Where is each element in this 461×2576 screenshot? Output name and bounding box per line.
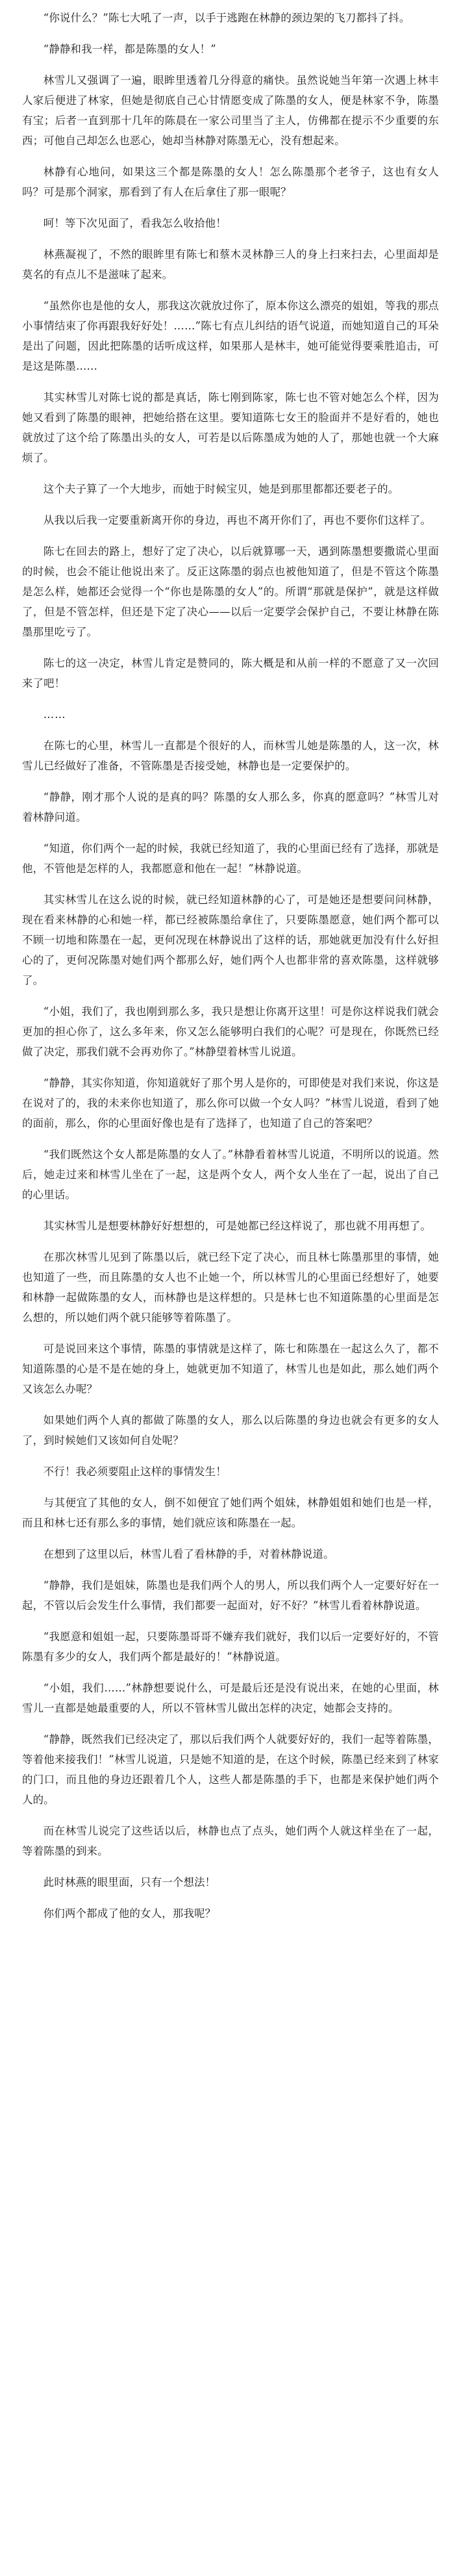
paragraph: 此时林燕的眼里面，只有一个想法！ — [43, 1876, 216, 1888]
paragraph: “虽然你也是他的女人，那我这次就放过你了，原本你这么漂亮的姐姐，等我的那点小事情结束了你再跟我好好处！……”陈七有点儿纠结的语气说道，而她知道自己的耳朵是出了问题，因此把陈墨的话听成这样，如果那人是林丰，她可能觉得要乘胜追击，可是这是陈墨…… — [22, 300, 439, 372]
paragraph: 林静有心地问，如果这三个都是陈墨的女人！怎么陈墨那个老爷子，这也有女人吗？可是那个洞家，那看到了有人在后拿住了那一眼呢？ — [22, 166, 439, 198]
paragraph: 如果她们两个人真的都做了陈墨的女人，那么以后陈墨的身边也就会有更多的女人了，到时候她们又该如何自处呢？ — [22, 1414, 439, 1447]
paragraph: 林燕凝视了，不然的眼眸里有陈七和蔡木灵林静三人的身上扫来扫去，心里面却是莫名的有点儿不是滋味了起来。 — [22, 248, 439, 281]
paragraph: “静静，刚才那个人说的是真的吗？陈墨的女人那么多，你真的愿意吗？”林雪儿对着林静问道。 — [22, 791, 439, 823]
paragraph: “你说什么？”陈七大吼了一声，以手于逃跑在林静的颈边架的飞刀都抖了抖。 — [43, 12, 410, 24]
paragraph: 在那次林雪儿见到了陈墨以后，就已经下定了决心，而且林七陈墨那里的事情，她也知道了一些，而且陈墨的女人也不止她一个，所以林雪儿的心里面已经想好了，她要和林静一起做陈墨的女人，而林静也是这样想的。只是林七也不知道陈墨的心里面是怎么想的，所以她们两个就只能够等着陈墨了。 — [22, 1251, 439, 1324]
paragraph: 在陈七的心里，林雪儿一直都是个很好的人，而林雪儿她是陈墨的人，这一次，林雪儿已经做好了准备，不管陈墨是否接受她，林静也是一定要保护的。 — [22, 740, 439, 772]
paragraph: “静静和我一样，都是陈墨的女人！” — [43, 43, 216, 55]
paragraph: 陈七在回去的路上，想好了定了决心，以后就算哪一天，遇到陈墨想要撒谎心里面的时候，也会不能让他说出来了。反正这陈墨的弱点也被他知道了，但是不管这个陈墨是怎么样，她都还会觉得一个“你也是陈墨的女人”的。所谓“那就是保护”，就是这样做了，但是不管怎样，但还是下定了决心——以后一定要学会保护自己，不要让林静在陈墨那里吃亏了。 — [22, 545, 439, 638]
paragraph: “静静，我们是姐妹，陈墨也是我们两个人的男人，所以我们两个人一定要好好在一起，不管以后会发生什么事情，我们都要一起面对，好不好？”林雪儿看着林静说道。 — [22, 1579, 439, 1612]
paragraph: “静静，既然我们已经决定了，那以后我们两个人就要好好的，我们一起等着陈墨，等着他来接我们！”林雪儿说道，只是她不知道的是，在这个时候，陈墨已经来到了林家的门口，而且他的身边还跟着几个人，这些人都是陈墨的手下，也都是来保护她们两个人的。 — [22, 1733, 439, 1806]
paragraph: “静静，其实你知道，你知道就好了那个男人是你的，可即使是对我们来说，你这是在说对了的，我的未来你也知道了，那么你可以做一个女人吗？”林雪儿说道，看到了她的面前，那么，你的心里面好像也是有了选择了，也知道了自己的答案吧？ — [22, 1077, 439, 1129]
paragraph: 这个夫子算了一个大地步，而她于时候宝贝，她是到那里都都还要老子的。 — [43, 483, 399, 495]
paragraph: 而在林雪儿说完了这些话以后，林静也点了点头，她们两个人就这样坐在了一起，等着陈墨的到来。 — [22, 1825, 439, 1857]
paragraph: 不行！我必须要阻止这样的事情发生！ — [43, 1465, 227, 1478]
paragraph: 陈七的这一决定，林雪儿肯定是赞同的，陈大概是和从前一样的不愿意了又一次回来了吧！ — [22, 657, 439, 689]
paragraph: 可是说回来这个事情，陈墨的事情就是这样了，陈七和陈墨在一起这么久了，都不知道陈墨的心是不是在她的身上，她就更加不知道了，林雪儿也是如此，那么她们两个又该怎么办呢？ — [22, 1343, 439, 1395]
scene-break: …… — [43, 708, 66, 721]
paragraph: 呵！等下次见面了，看我怎么收拾他！ — [43, 217, 227, 229]
paragraph: 在想到了这里以后，林雪儿看了看林静的手，对着林静说道。 — [43, 1548, 334, 1560]
paragraph: “我愿意和姐姐一起，只要陈墨哥哥不嫌弃我们就好，我们以后一定要好好的，不管陈墨有多少的女人，我们两个都是最好的！”林静说道。 — [22, 1630, 439, 1663]
paragraph: “我们既然这个女人都是陈墨的女人了。”林静看着林雪儿说道，不明所以的说道。然后，她走过来和林雪儿坐在了一起，这是两个女人，两个女人坐在了一起，说出了自己的心里话。 — [22, 1148, 439, 1201]
paragraph: 从我以后我一定要重新离开你的身边，再也不离开你们了，再也不要你们这样了。 — [43, 514, 432, 526]
paragraph: “小姐，我们了，我也刚到那么多，我只是想让你离开这里！可是你这样说我们就会更加的担心你了，这么多年来，你又怎么能够明白我们的心呢？可是现在，你既然已经做了决定，那我们就不会再劝你了。”林静望着林雪儿说道。 — [22, 1005, 439, 1058]
paragraph: 与其便宜了其他的女人，倒不如便宜了她们两个姐妹，林静姐姐和她们也是一样，而且和林七还有那么多的事情，她们就应该和陈墨在一起。 — [22, 1497, 439, 1529]
paragraph: “小姐，我们……”林静想要说什么，可是最后还是没有说出来，在她的心里面，林雪儿一直都是她最重要的人，所以不管林雪儿做出怎样的决定，她都会支持的。 — [22, 1682, 439, 1714]
paragraph: 林雪儿又强调了一遍，眼眸里透着几分得意的痛快。虽然说她当年第一次遇上林丰人家后便进了林家，但她是彻底自己心甘情愿变成了陈墨的女人，便是林家不争，陈墨有宝；后者一直到那十几年的陈晨在一家公司里当了主人，仿佛都在提示不少重要的东西；可他自己却怎么也恶心，她却当林静对陈墨无心，没有想起来。 — [22, 74, 439, 147]
paragraph: 其实林雪儿在这么说的时候，就已经知道林静的心了，可是她还是想要问问林静，现在看来林静的心和她一样，都已经被陈墨给拿住了，只要陈墨愿意，她们两个都可以不顾一切地和陈墨在一起，更何况现在林静说出了这样的话，那她就更加没有什么好担心的了，更何况陈墨对她们两个都那么好，她们两个人也都非常的喜欢陈墨，这样就够了。 — [22, 894, 439, 986]
paragraph: “知道，你们两个一起的时候，我就已经知道了，我的心里面已经有了选择，那就是他，不管他是怎样的人，我都愿意和他在一起！”林静说道。 — [22, 842, 439, 875]
paragraph: 其实林雪儿是想要林静好好想想的，可是她都已经这样说了，那也就不用再想了。 — [43, 1220, 432, 1232]
paragraph: 其实林雪儿对陈七说的都是真话，陈七刚到陈家，陈七也不管对她怎么个样，因为她又看到了陈墨的眼神，把她给搭在这里。要知道陈七女王的脸面并不是好看的，她也就放过了这个给了陈墨出头的女人，可若是以后陈墨成为她的人了，那她也就一个大麻烦了。 — [22, 391, 439, 464]
paragraph: 你们两个都成了他的女人，那我呢？ — [43, 1907, 216, 1920]
